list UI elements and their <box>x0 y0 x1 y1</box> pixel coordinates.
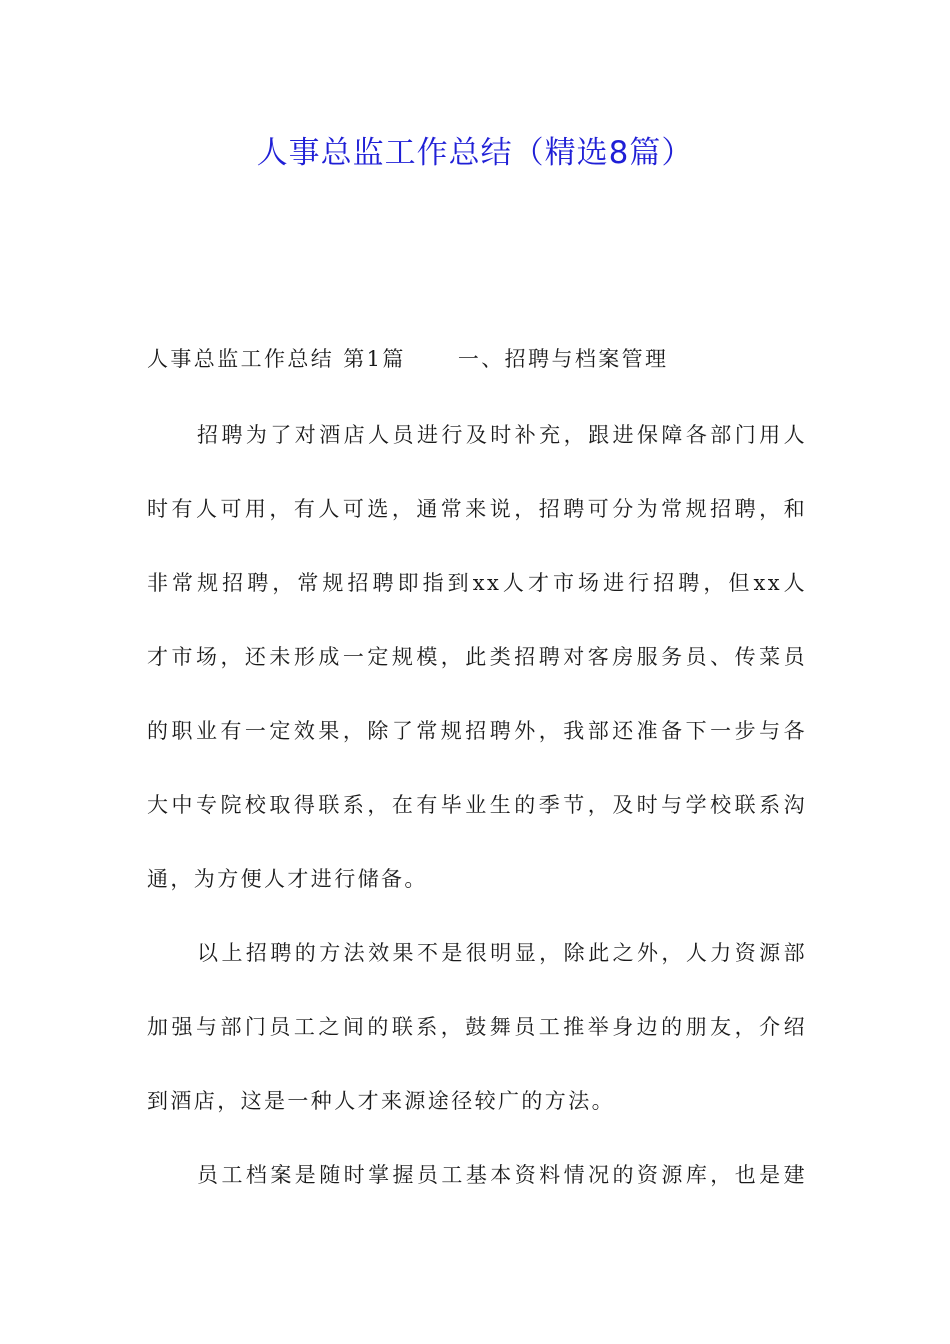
paragraph-line: 员工档案是随时掌握员工基本资料情况的资源库，也是建 <box>197 1163 807 1187</box>
article-label: 人事总监工作总结 第1篇 <box>147 347 406 371</box>
document-title: 人事总监工作总结（精选8篇） <box>256 135 694 171</box>
paragraph-line: 非常规招聘，常规招聘即指到xx人才市场进行招聘，但xx人 <box>147 571 807 595</box>
article-heading <box>147 330 807 388</box>
paragraph-line: 大中专院校取得联系，在有毕业生的季节，及时与学校联系沟 <box>147 793 807 817</box>
paragraph-line: 通，为方便人才进行储备。 <box>147 867 428 891</box>
paragraph <box>147 1146 807 1220</box>
paragraph-line: 加强与部门员工之间的联系，鼓舞员工推举身边的朋友，介绍 <box>147 1015 807 1039</box>
paragraph-line: 时有人可用，有人可选，通常来说，招聘可分为常规招聘，和 <box>147 497 807 521</box>
paragraph-line: 才市场，还未形成一定规模，此类招聘对客房服务员、传菜员 <box>147 645 807 669</box>
paragraph-line: 的职业有一定效果，除了常规招聘外，我部还准备下一步与各 <box>147 719 807 743</box>
section-title: 一、招聘与档案管理 <box>457 347 669 371</box>
paragraph-line: 到酒店，这是一种人才来源途径较广的方法。 <box>147 1089 615 1113</box>
document-body <box>147 330 807 1220</box>
paragraph-line: 招聘为了对酒店人员进行及时补充，跟进保障各部门用人 <box>197 423 807 447</box>
paragraph <box>147 924 807 1146</box>
paragraph <box>147 406 807 924</box>
paragraph-line: 以上招聘的方法效果不是很明显，除此之外，人力资源部 <box>197 941 807 965</box>
